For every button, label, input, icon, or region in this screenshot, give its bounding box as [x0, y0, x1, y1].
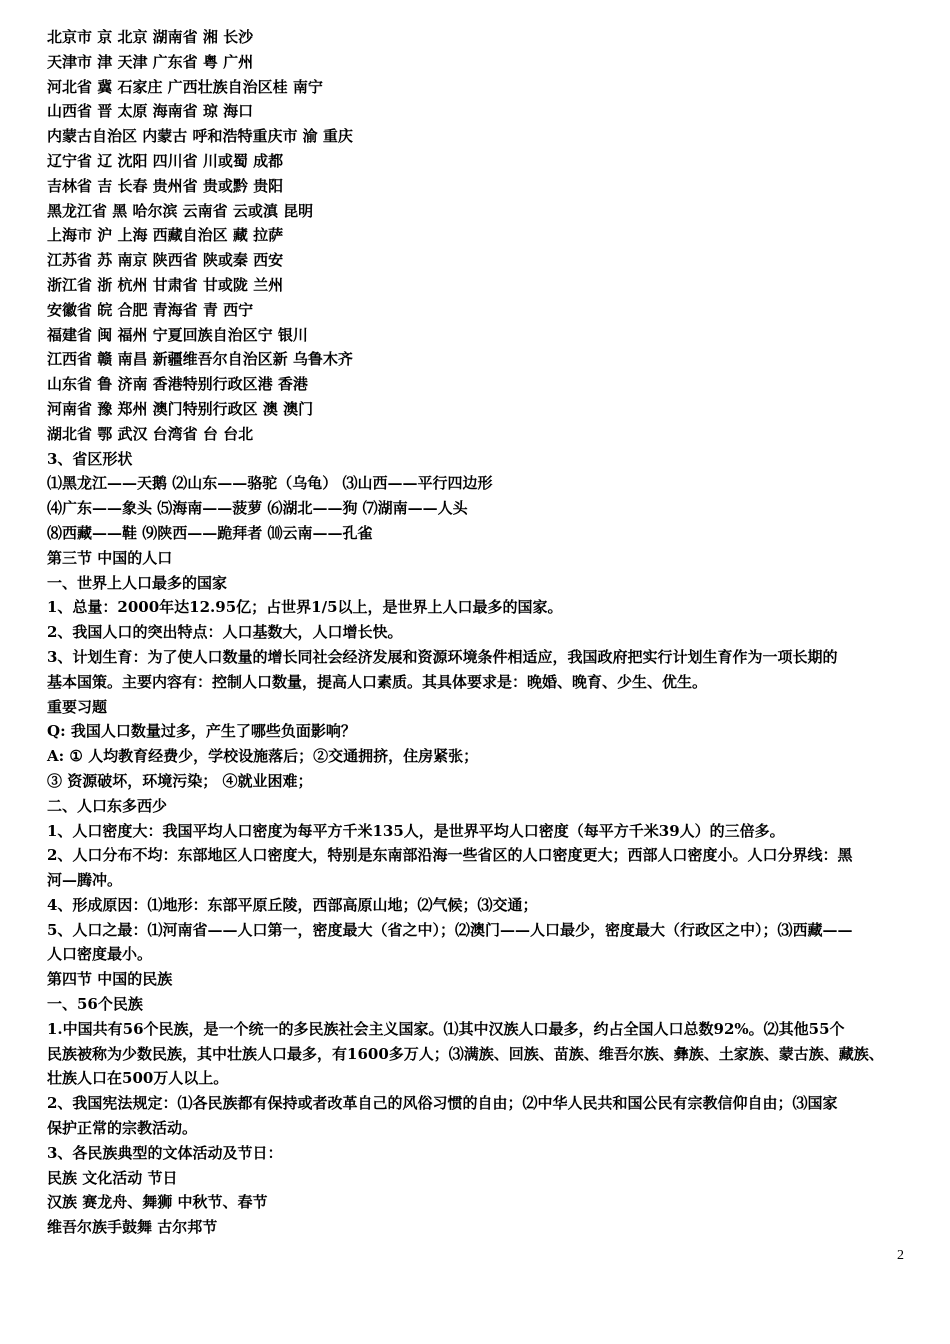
text-line: 湖北省 鄂 武汉 台湾省 台 台北	[47, 424, 254, 443]
text-line: 江西省 赣 南昌 新疆维吾尔自治区新 乌鲁木齐	[47, 350, 353, 369]
answer-line: ③ 资源破坏，环境污染； ④就业困难；	[47, 771, 313, 790]
text-line: 山东省 鲁 济南 香港特别行政区港 香港	[47, 375, 308, 394]
section-heading: 3、省区形状	[47, 449, 133, 468]
table-row-line: 汉族 赛龙舟、舞狮 中秋节、春节	[47, 1193, 268, 1212]
text-line: ⑷广东——象头 ⑸海南——菠萝 ⑹湖北——狗 ⑺湖南——人头	[47, 499, 468, 518]
text-line: 2、人口分布不均：东部地区人口密度大，特别是东南部沿海一些省区的人口密度更大；西部人口密度小。人口分界线：黑	[47, 846, 853, 865]
text-line: ⑴黑龙江——天鹅 ⑵山东——骆驼（乌龟） ⑶山西——平行四边形	[47, 474, 493, 493]
text-line: 1.中国共有56个民族，是一个统一的多民族社会主义国家。⑴其中汉族人口最多，约占全国人口总数92%。⑵其他55个	[47, 1019, 845, 1038]
section-heading: 第四节 中国的民族	[47, 970, 173, 989]
answer-line: A: ① 人均教育经费少，学校设施落后；②交通拥挤，住房紧张；	[47, 747, 479, 766]
text-line: 基本国策。主要内容有：控制人口数量，提高人口素质。其具体要求是：晚婚、晚育、少生、优生。	[47, 672, 708, 691]
text-line: 吉林省 吉 长春 贵州省 贵或黔 贵阳	[47, 176, 284, 195]
text-line: 天津市 津 天津 广东省 粤 广州	[47, 52, 254, 71]
text-line: 安徽省 皖 合肥 青海省 青 西宁	[47, 300, 254, 319]
text-line: 3、各民族典型的文体活动及节日：	[47, 1143, 283, 1162]
text-line: 2、我国人口的突出特点：人口基数大，人口增长快。	[47, 623, 403, 642]
text-line: 4、形成原因：⑴地形：东部平原丘陵，西部高原山地；⑵气候；⑶交通；	[47, 895, 538, 914]
text-line: 河北省 冀 石家庄 广西壮族自治区桂 南宁	[47, 77, 323, 96]
subsection-heading: 二、人口东多西少	[47, 796, 168, 815]
text-line: 人口密度最小。	[47, 945, 153, 964]
text-line: 2、我国宪法规定：⑴各民族都有保持或者改革自己的风俗习惯的自由；⑵中华人民共和国公民有宗教信仰自由；⑶国家	[47, 1094, 838, 1113]
text-line: 民族被称为少数民族，其中壮族人口最多，有1600多万人；⑶满族、回族、苗族、维吾尔族、彝族、土家族、蒙古族、藏族、	[47, 1044, 884, 1063]
text-line: 内蒙古自治区 内蒙古 呼和浩特重庆市 渝 重庆	[47, 127, 353, 146]
text-line: 5、人口之最：⑴河南省——人口第一，密度最大（省之中）；⑵澳门——人口最少，密度最大（行政区之中）；⑶西藏——	[47, 920, 853, 939]
subsection-heading: 重要习题	[47, 697, 108, 716]
table-header-line: 民族 文化活动 节日	[47, 1168, 178, 1187]
text-line: 辽宁省 辽 沈阳 四川省 川或蜀 成都	[47, 151, 284, 170]
question-line: Q: 我国人口数量过多，产生了哪些负面影响？	[47, 722, 356, 741]
text-line: 河南省 豫 郑州 澳门特别行政区 澳 澳门	[47, 399, 314, 418]
text-line: 河—腾冲。	[47, 871, 123, 890]
table-row-line: 维吾尔族手鼓舞 古尔邦节	[47, 1218, 218, 1237]
text-line: 黑龙江省 黑 哈尔滨 云南省 云或滇 昆明	[47, 201, 314, 220]
section-heading: 第三节 中国的人口	[47, 548, 173, 567]
page-number: 2	[897, 1248, 904, 1263]
text-line: 1、总量：2000年达12.95亿；占世界1/5以上，是世界上人口最多的国家。	[47, 598, 563, 617]
text-line: 北京市 京 北京 湖南省 湘 长沙	[47, 28, 254, 46]
text-line: 江苏省 苏 南京 陕西省 陕或秦 西安	[47, 251, 284, 270]
text-line: 保护正常的宗教活动。	[47, 1119, 198, 1138]
subsection-heading: 一、56个民族	[47, 995, 143, 1014]
text-line: 浙江省 浙 杭州 甘肃省 甘或陇 兰州	[47, 275, 284, 294]
text-line: 壮族人口在500万人以上。	[47, 1069, 229, 1088]
text-line: 上海市 沪 上海 西藏自治区 藏 拉萨	[47, 226, 284, 245]
document-body	[47, 25, 907, 1240]
text-line: 山西省 晋 太原 海南省 琼 海口	[47, 102, 254, 121]
subsection-heading: 一、世界上人口最多的国家	[47, 573, 228, 592]
text-line: 3、计划生育：为了使人口数量的增长同社会经济发展和资源环境条件相适应，我国政府把实行计划生育作为一项长期的	[47, 647, 838, 666]
text-line: 1、人口密度大：我国平均人口密度为每平方千米135人，是世界平均人口密度（每平方千米39人）的三倍多。	[47, 821, 785, 840]
text-line: 福建省 闽 福州 宁夏回族自治区宁 银川	[47, 325, 308, 344]
text-line: ⑻西藏——鞋 ⑼陕西——跪拜者 ⑽云南——孔雀	[47, 523, 373, 542]
